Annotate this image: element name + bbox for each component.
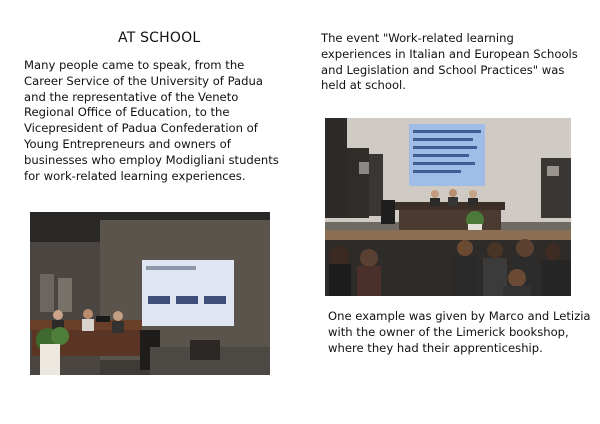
event-paragraph: The event "Work-related learning experiences in Italian and European Schools and Legislation and School Practices" was held at school. xyxy=(321,31,578,93)
conference-photo-right xyxy=(325,118,571,296)
speakers-paragraph: Many people came to speak, from the Career Service of the University of Padua and the representative of the Veneto Regional Office of Education, to the Vicepresident of Padua Confederation of Young Entrepreneurs and owners of businesses who employ Modigliani students for work-related learning experiences. xyxy=(24,58,279,183)
conference-photo-left xyxy=(30,212,270,375)
section-heading: AT SCHOOL xyxy=(118,30,201,46)
example-paragraph: One example was given by Marco and Letizia with the owner of the Limerick bookshop, where they had their apprenticeship. xyxy=(328,309,591,355)
